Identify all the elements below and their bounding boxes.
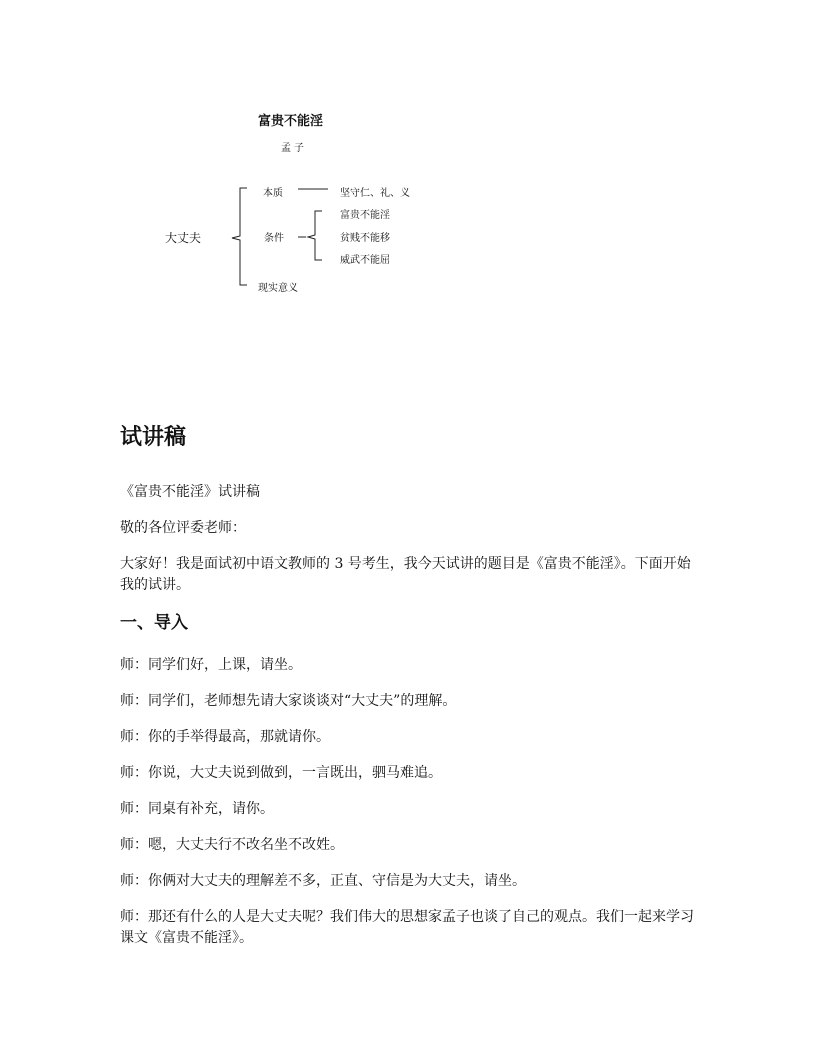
mind-map-lines <box>0 0 816 320</box>
diagram-branch-conditions: 条件 <box>264 233 284 244</box>
document-subtitle: 《富贵不能淫》试讲稿 <box>120 484 260 500</box>
diagram-essence-value: 坚守仁、礼、义 <box>340 188 410 199</box>
diagram-branch-essence: 本质 <box>263 188 283 199</box>
dialogue-line: 师：你说，大丈夫说到做到，一言既出，驷马难追。 <box>120 765 442 781</box>
section-heading: 一、导入 <box>120 613 188 633</box>
dialogue-line: 师：同学们，老师想先请大家谈谈对“大丈夫”的理解。 <box>120 693 457 709</box>
diagram-root: 大丈夫 <box>165 231 202 245</box>
diagram-condition: 贫贱不能移 <box>340 233 390 244</box>
page-title: 试讲稿 <box>120 425 187 450</box>
intro-paragraph: 大家好！我是面试初中语文教师的 3 号考生，我今天试讲的题目是《富贵不能淫》。下面开始我的试讲。 <box>120 556 691 593</box>
document-body <box>120 420 700 964</box>
diagram-author: 孟子 <box>281 143 307 154</box>
diagram-title: 富贵不能淫 <box>258 114 324 129</box>
dialogue-line: 师：同桌有补充，请你。 <box>120 801 274 817</box>
dialogue-line: 师：你的手举得最高，那就请你。 <box>120 729 330 745</box>
diagram-condition: 富贵不能淫 <box>340 210 390 221</box>
dialogue-line: 师：那还有什么的人是大丈夫呢？我们伟大的思想家孟子也谈了自己的观点。我们一起来学习课文《富贵不能淫》。 <box>120 909 694 946</box>
dialogue-line: 师：你俩对大丈夫的理解差不多，正直、守信是为大丈夫，请坐。 <box>120 873 526 889</box>
diagram-branch-meaning: 现实意义 <box>258 283 298 294</box>
dialogue-line: 师：嗯，大丈夫行不改名坐不改姓。 <box>120 837 344 853</box>
mind-map-diagram <box>0 0 816 320</box>
diagram-condition: 威武不能屈 <box>340 255 390 266</box>
dialogue-line: 师：同学们好，上课，请坐。 <box>120 657 302 673</box>
greeting-paragraph: 敬的各位评委老师： <box>120 520 246 536</box>
